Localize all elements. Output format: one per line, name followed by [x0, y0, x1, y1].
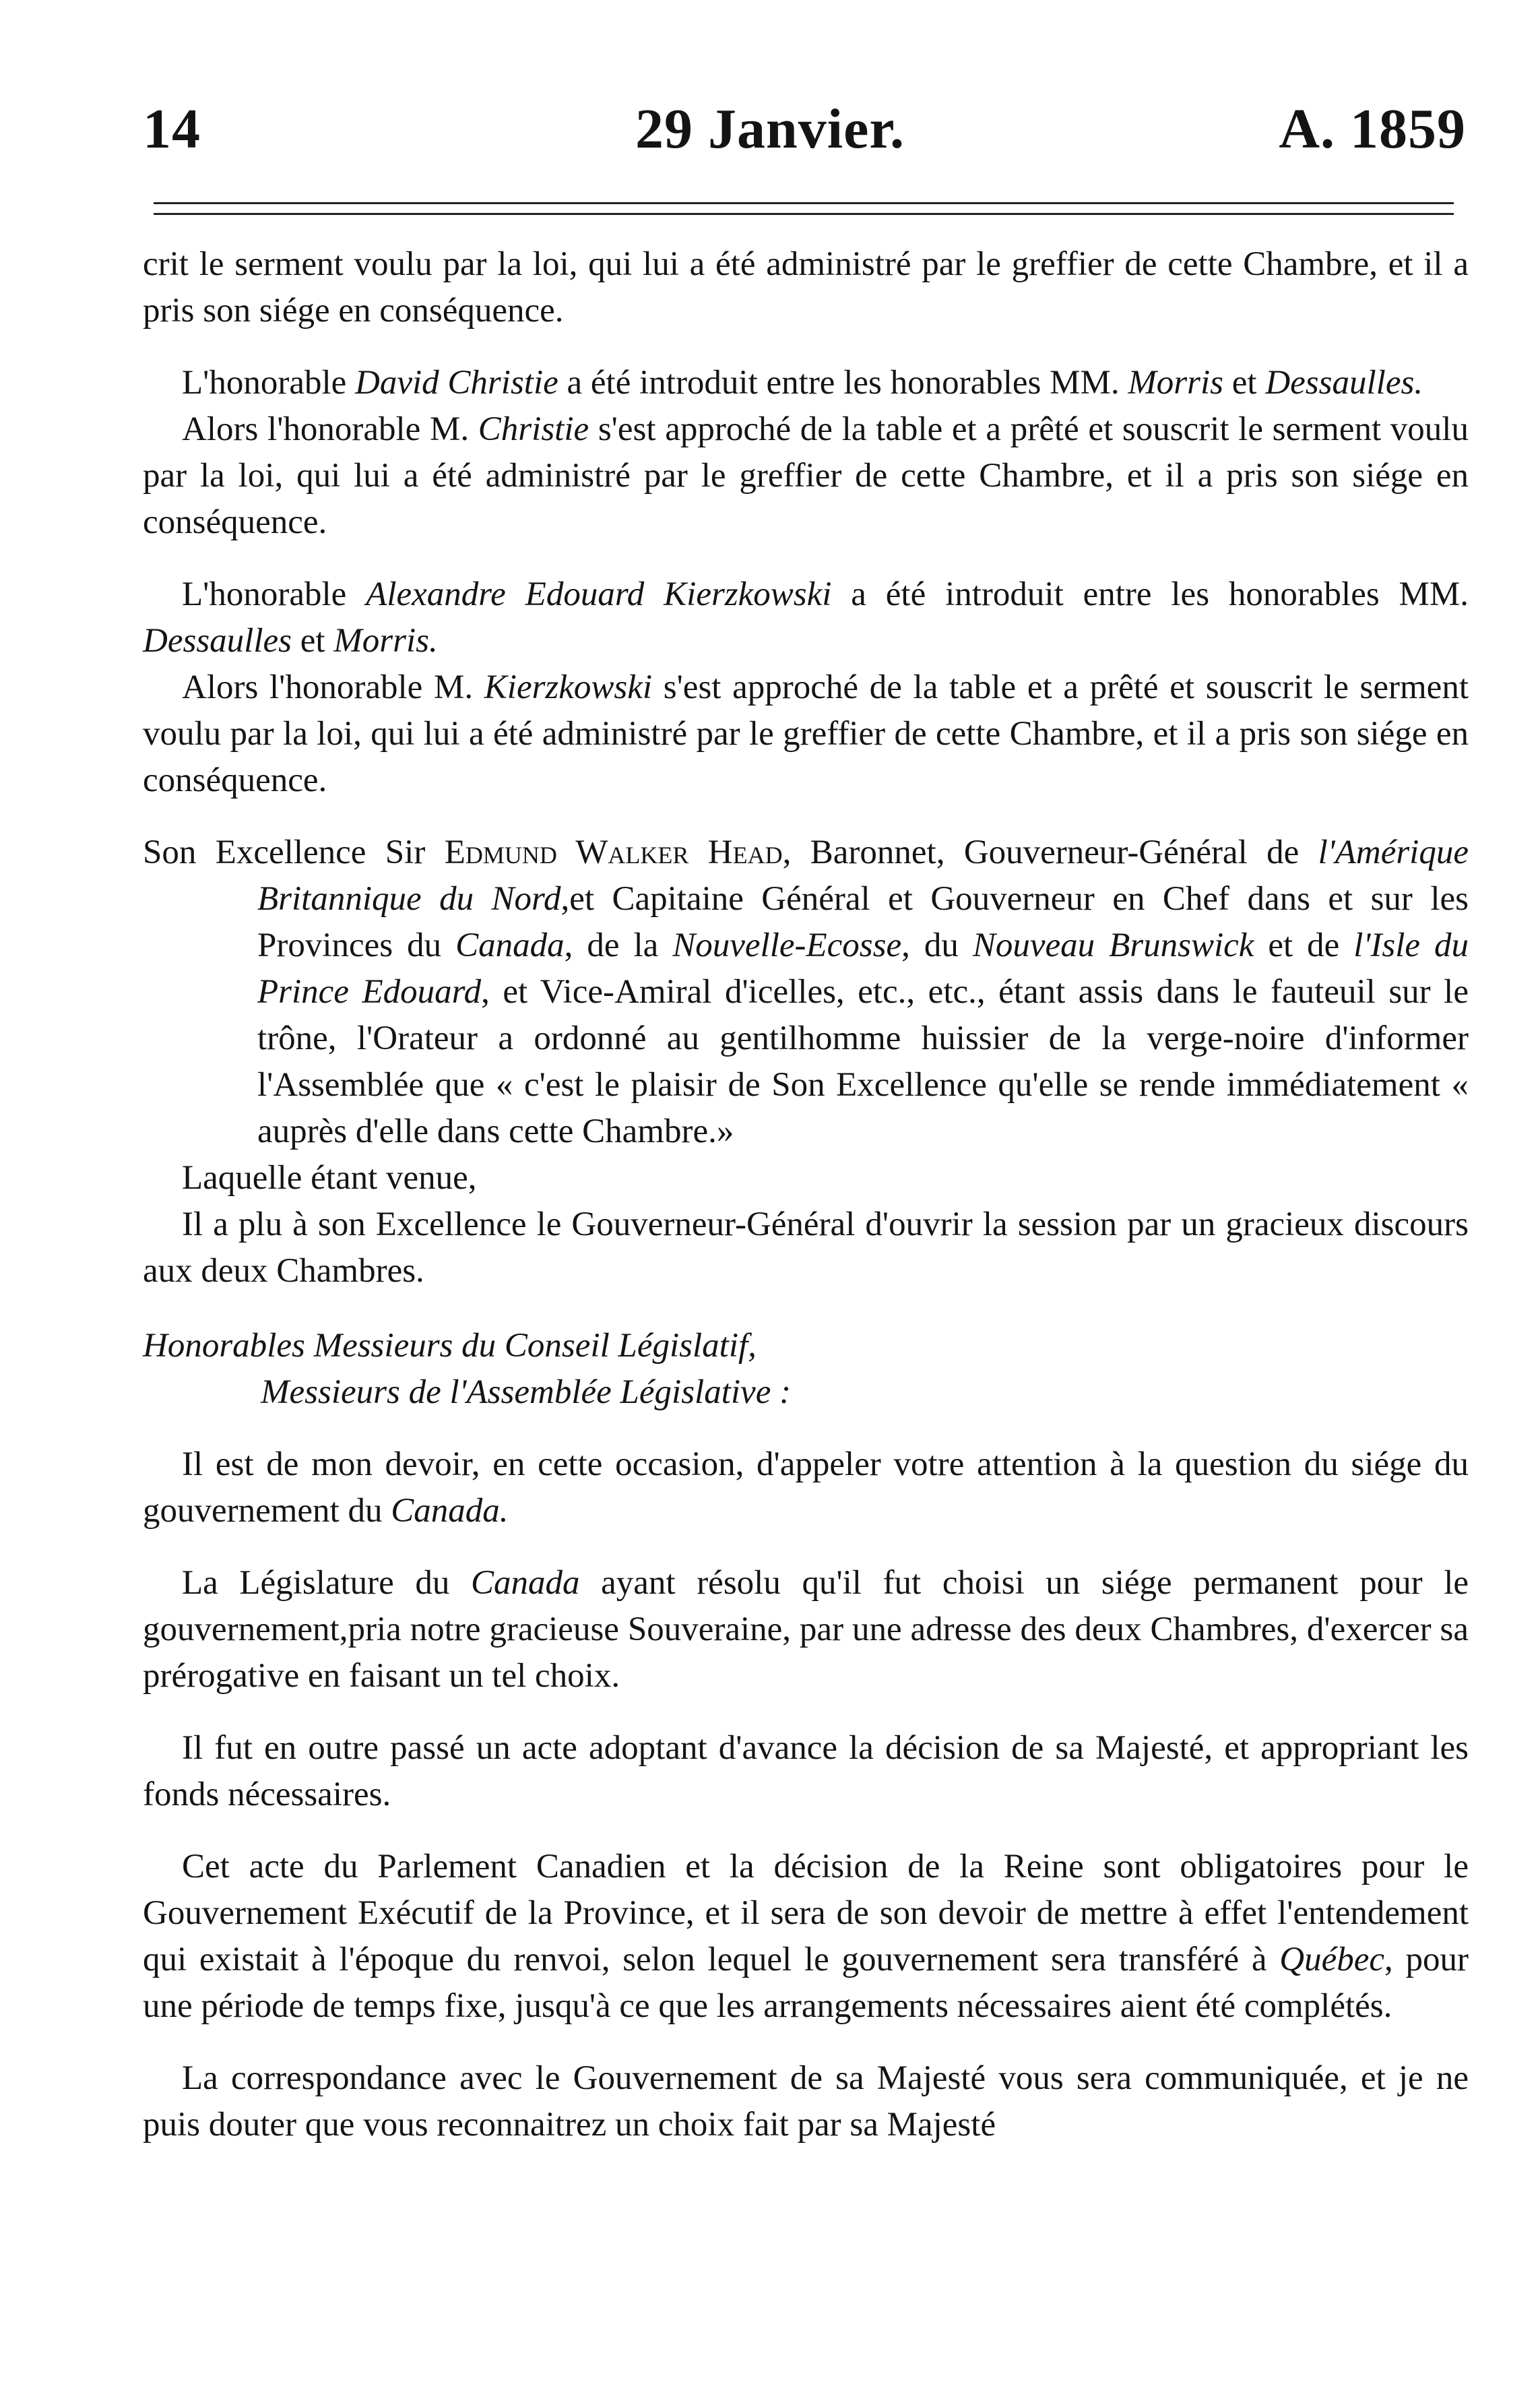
paragraph-5: Alors l'honorable M. Kierzkowski s'est approché de la table et a prêté et souscrit le serment voulu par la loi, qui lui a été administré par le greffier de cette Chambre, et il a pris son siége en conséquence. — [143, 668, 1469, 799]
header-rule-top — [154, 202, 1454, 204]
header-year: A. 1859 — [1279, 98, 1466, 160]
header-rule-bottom — [154, 213, 1454, 215]
paragraph-7: Laquelle étant venue, — [182, 1159, 477, 1197]
paragraph-11: Il fut en outre passé un acte adoptant d'avance la décision de sa Majesté, et appropriant les fonds nécessaires. — [143, 1729, 1469, 1813]
paragraph-12: Cet acte du Parlement Canadien et la décision de la Reine sont obligatoires pour le Gouvernement Exécutif de la Province, et il sera de son devoir de mettre à effet l'entendement qui existait à l'époque du renvoi, selon lequel le gouvernement sera transféré à Québec, pour une période de temps fixe, jusqu'à ce que les arrangements nécessaires aient été complétés. — [143, 1848, 1469, 2025]
address-line-2: Messieurs de l'Assemblée Législative : — [261, 1373, 792, 1411]
paragraph-6: Son Excellence Sir Edmund Walker Head, Baronnet, Gouverneur-Général de l'Amérique Britannique du Nord,et Capitaine Général et Gouverneur en Chef dans et sur les Provinces du Canada, de la Nouvelle-Ecosse, du Nouveau Brunswick et de l'Isle du Prince Edouard, et Vice-Amiral d'icelles, etc., etc., étant assis dans le fauteuil sur le trône, l'Orateur a ordonné au gentilhomme huissier de la verge-noire d'informer l'Assemblée que « c'est le plaisir de Son Excellence qu'elle se rende immédiatement « auprès d'elle dans cette Chambre.» — [143, 834, 1469, 1150]
header-date: 29 Janvier. — [635, 98, 905, 160]
address-line-1: Honorables Messieurs du Conseil Législatif, — [143, 1327, 757, 1365]
body-text — [143, 241, 1469, 2148]
paragraph-4: L'honorable Alexandre Edouard Kierzkowski a été introduit entre les honorables MM. Dessaulles et Morris. — [143, 575, 1469, 660]
paragraph-10: La Législature du Canada ayant résolu qu'il fut choisi un siége permanent pour le gouvernement,pria notre gracieuse Souveraine, par une adresse des deux Chambres, d'exercer sa prérogative en faisant un tel choix. — [143, 1564, 1469, 1695]
paragraph-2: L'honorable David Christie a été introduit entre les honorables MM. Morris et Dessaulles. — [182, 364, 1423, 402]
paragraph-1: crit le serment voulu par la loi, qui lui a été administré par le greffier de cette Chambre, et il a pris son siége en conséquence. — [143, 245, 1469, 330]
paragraph-8: Il a plu à son Excellence le Gouverneur-Général d'ouvrir la session par un gracieux discours aux deux Chambres. — [143, 1206, 1469, 1290]
header-page-number: 14 — [143, 98, 201, 160]
paragraph-9: Il est de mon devoir, en cette occasion, d'appeler votre attention à la question du siége du gouvernement du Canada. — [143, 1445, 1469, 1530]
paragraph-3: Alors l'honorable M. Christie s'est approché de la table et a prêté et souscrit le serment voulu par la loi, qui lui a été administré par le greffier de cette Chambre, et il a pris son siége en conséquence. — [143, 410, 1469, 541]
paragraph-13: La correspondance avec le Gouvernement de sa Majesté vous sera communiquée, et je ne puis douter que vous reconnaitrez un choix fait par sa Majesté — [143, 2059, 1469, 2144]
